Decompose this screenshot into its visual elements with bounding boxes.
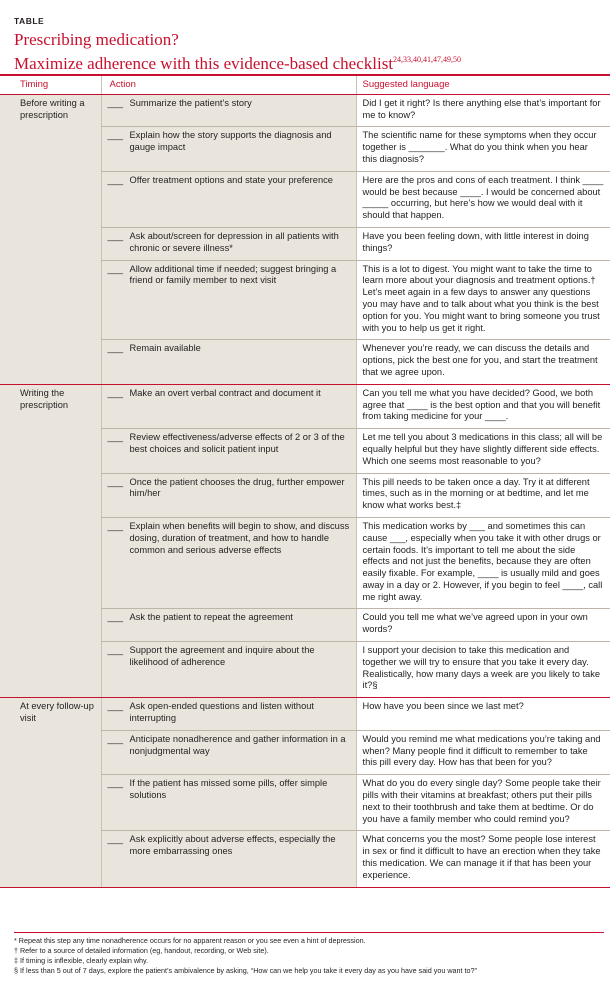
timing-cell: Before writing a prescription <box>0 94 101 384</box>
action-text: Once the patient chooses the drug, further empower him/her <box>129 476 345 499</box>
action-cell <box>101 94 356 127</box>
action-item <box>108 778 350 802</box>
action-cell <box>101 775 356 831</box>
checkbox-blank: ___ <box>107 520 124 531</box>
checkbox-blank: ___ <box>107 476 124 487</box>
action-text: Remain available <box>129 343 201 354</box>
action-item <box>108 734 350 758</box>
checkbox-blank: ___ <box>107 230 124 241</box>
suggested-language-cell: Whenever you’re ready, we can discuss the details and options, pick the best one for you, and start the treatment that we agree upon. <box>356 340 610 384</box>
title-line-1: Prescribing medication? <box>14 30 179 49</box>
header-action: Action <box>101 75 356 94</box>
action-item <box>108 231 350 255</box>
action-item <box>108 521 350 556</box>
suggested-language-cell: What concerns you the most? Some people lose interest in sex or find it difficult to have an erection when they take this medication. We can manage it if that has been your experience. <box>356 831 610 887</box>
action-cell <box>101 260 356 340</box>
checkbox-blank: ___ <box>107 130 124 141</box>
suggested-language-cell: Have you been feeling down, with little interest in doing things? <box>356 227 610 260</box>
suggested-language-cell: This pill needs to be taken once a day. Try it at different times, such as in the morning or at bedtime, and let me know what works best.‡ <box>356 473 610 517</box>
suggested-language-cell: This is a lot to digest. You might want to take the time to learn more about your diagnosis and treatment options.† Let’s meet again in a few days to answer any questions you may have and to talk about what you think is the best option for you. You might want to bring someone you trust with you to help us get it right. <box>356 260 610 340</box>
action-text: Ask explicitly about adverse effects, especially the more embarrassing ones <box>129 834 336 857</box>
title-references: 24,33,40,41,47,49,50 <box>393 55 462 64</box>
suggested-language-cell: What do you do every single day? Some people take their pills with their vitamins at breakfast; others put their pills next to their toothbrush and take them at bedtime. Or do you have a family member who could remind you? <box>356 775 610 831</box>
action-text: Ask the patient to repeat the agreement <box>129 612 293 623</box>
action-item <box>108 432 350 456</box>
checkbox-blank: ___ <box>107 701 124 712</box>
table-row <box>0 94 610 127</box>
timing-cell: At every follow-up visit <box>0 698 101 887</box>
action-text: If the patient has missed some pills, offer simple solutions <box>129 778 328 801</box>
suggested-language-cell: How have you been since we last met? <box>356 698 610 731</box>
checkbox-blank: ___ <box>107 174 124 185</box>
action-cell <box>101 429 356 473</box>
footnote: * Repeat this step any time nonadherence occurs for no apparent reason or you see even a hint of depression. <box>14 936 366 945</box>
action-cell <box>101 227 356 260</box>
header-timing: Timing <box>0 75 101 94</box>
action-text: Allow additional time if needed; suggest bringing a friend or family member to next visit <box>129 263 337 286</box>
suggested-language-cell: I support your decision to take this medication and together we will try to ensure that you take it every day. Realistically, how many days a week are you likely to take it?§ <box>356 642 610 698</box>
suggested-language-cell: Would you remind me what medications you’re taking and when? Many people find it difficult to remember to take this pill every day. How has that been for you? <box>356 730 610 774</box>
suggested-language-cell: Did I get it right? Is there anything else that’s important for me to know? <box>356 94 610 127</box>
action-item <box>108 645 350 669</box>
table-label: TABLE <box>14 16 45 26</box>
title-line-2 <box>14 50 604 74</box>
table-body <box>0 94 610 887</box>
action-text: Review effectiveness/adverse effects of 2 or 3 of the best choices and solicit patient input <box>129 432 345 454</box>
action-cell <box>101 473 356 517</box>
checklist-table <box>0 74 610 888</box>
action-cell <box>101 730 356 774</box>
action-cell <box>101 384 356 428</box>
checkbox-blank: ___ <box>107 834 124 845</box>
checkbox-blank: ___ <box>107 97 124 108</box>
checkbox-blank: ___ <box>107 432 124 443</box>
action-item <box>108 388 350 400</box>
action-text: Offer treatment options and state your preference <box>129 174 333 185</box>
checkbox-blank: ___ <box>107 778 124 789</box>
checkbox-blank: ___ <box>107 645 124 656</box>
action-text: Summarize the patient’s story <box>129 97 252 108</box>
table-header <box>0 75 610 94</box>
title-line-2-text: Maximize adherence with this evidence-based checklist <box>14 54 394 73</box>
action-item <box>108 701 350 725</box>
checkbox-blank: ___ <box>107 387 124 398</box>
header-suggested-language: Suggested language <box>356 75 610 94</box>
action-cell <box>101 642 356 698</box>
action-item <box>108 612 350 624</box>
action-text: Explain when benefits will begin to show, and discuss dosing, duration of treatment, and how to handle common and serious adverse effects <box>129 520 350 555</box>
checkbox-blank: ___ <box>107 263 124 274</box>
action-cell <box>101 698 356 731</box>
action-text: Make an overt verbal contract and document it <box>129 387 321 398</box>
action-text: Ask open-ended questions and listen without interrupting <box>129 701 315 724</box>
action-cell <box>101 609 356 642</box>
action-cell <box>101 340 356 384</box>
footnotes <box>14 932 604 976</box>
suggested-language-cell: Can you tell me what you have decided? Good, we both agree that ____ is the best option and that you will benefit from taking medicine for your ____. <box>356 384 610 428</box>
suggested-language-cell: Let me tell you about 3 medications in this class; all will be equally helpful but they have slightly different side effects. Which one seems most reasonable to you? <box>356 429 610 473</box>
table-row <box>0 384 610 428</box>
action-item <box>108 264 350 288</box>
action-item <box>108 834 350 858</box>
header-row <box>0 75 610 94</box>
checkbox-blank: ___ <box>107 733 124 744</box>
table-row <box>0 698 610 731</box>
action-cell <box>101 831 356 887</box>
action-text: Anticipate nonadherence and gather information in a nonjudgmental way <box>129 733 346 756</box>
footnote: ‡ If timing is inflexible, clearly explain why. <box>14 956 149 965</box>
action-cell <box>101 171 356 227</box>
checkbox-blank: ___ <box>107 343 124 354</box>
suggested-language-cell: Could you tell me what we’ve agreed upon in your own words? <box>356 609 610 642</box>
action-text: Explain how the story supports the diagnosis and gauge impact <box>129 130 332 153</box>
action-item <box>108 175 350 187</box>
suggested-language-cell: This medication works by ___ and sometimes this can cause ___, especially when you take it with other drugs or certain foods. It’s important to tell me about the side effects and not just the benefits, because they are often easily fixable. For example, ____ is usually mild and goes away in a day or 2. However, if you begin to feel ____, call me right away. <box>356 517 610 609</box>
action-item <box>108 98 350 110</box>
suggested-language-cell: Here are the pros and cons of each treatment. I think ____ would be best because ____. I would be concerned about _____ occurring, but here’s how we would deal with it should that happen. <box>356 171 610 227</box>
timing-cell: Writing the prescription <box>0 384 101 698</box>
footnote: † Refer to a source of detailed information (eg, handout, recording, or Web site). <box>14 946 269 955</box>
action-text: Support the agreement and inquire about the likelihood of adherence <box>129 645 315 667</box>
checkbox-blank: ___ <box>107 612 124 623</box>
action-cell <box>101 127 356 171</box>
action-cell <box>101 517 356 609</box>
table-title <box>14 30 604 74</box>
suggested-language-cell: The scientific name for these symptoms when they occur together is _______. What do you think when you hear this diagnosis? <box>356 127 610 171</box>
action-item <box>108 477 350 501</box>
footnote: § If less than 5 out of 7 days, explore the patient’s ambivalence by asking, “How can we help you take it every day as you have said you want to?” <box>14 966 477 975</box>
action-text: Ask about/screen for depression in all patients with chronic or severe illness* <box>129 230 339 253</box>
action-item <box>108 130 350 154</box>
action-item <box>108 343 350 355</box>
